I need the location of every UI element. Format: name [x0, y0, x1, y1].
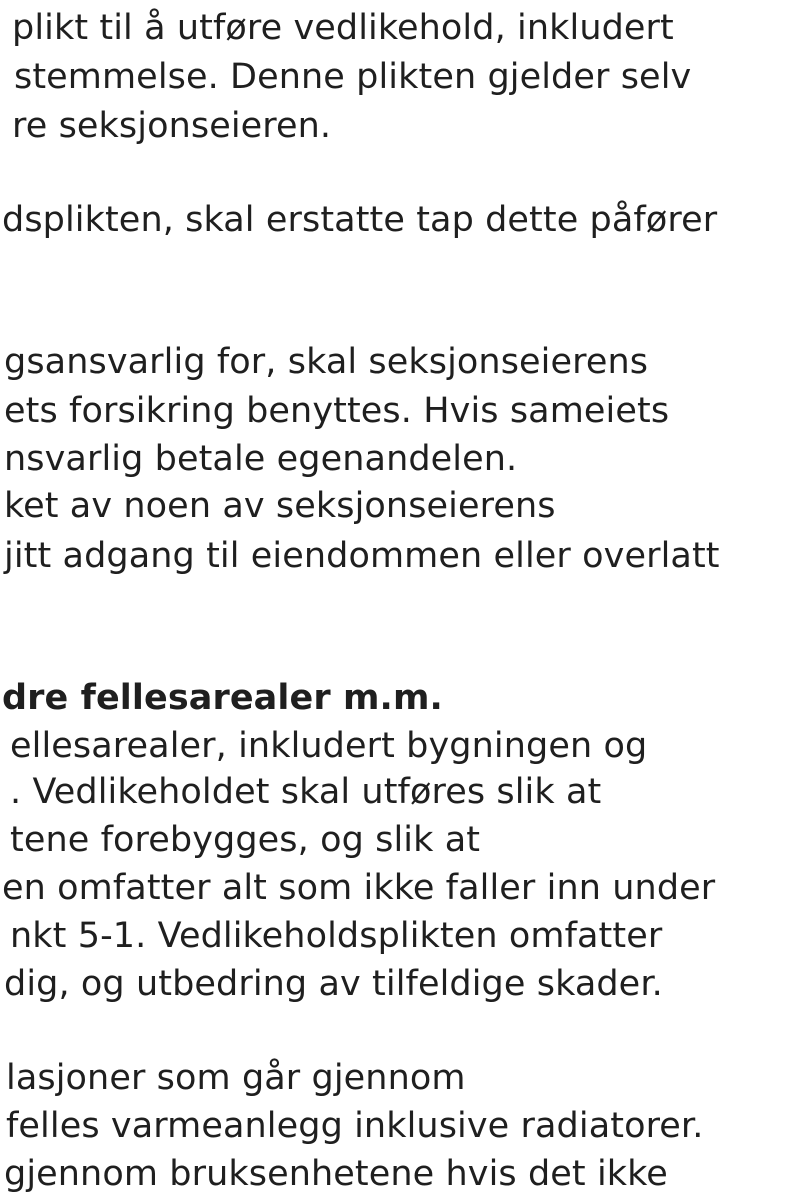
- text-line: ellesarealer, inkludert bygningen og: [10, 726, 648, 766]
- text-line: . Vedlikeholdet skal utføres slik at: [10, 772, 602, 812]
- text-line: gsansvarlig for, skal seksjonseierens: [4, 342, 649, 382]
- text-line: tene forebygges, og slik at: [10, 820, 481, 860]
- text-line: stemmelse. Denne plikten gjelder selv: [14, 57, 692, 97]
- text-line: felles varmeanlegg inklusive radiatorer.: [6, 1106, 704, 1146]
- text-line: lasjoner som går gjennom: [6, 1058, 466, 1098]
- section-heading: dre fellesarealer m.m.: [2, 678, 443, 718]
- text-line: re seksjonseieren.: [12, 106, 332, 146]
- text-line: plikt til å utføre vedlikehold, inkludert: [12, 8, 674, 48]
- text-line: dsplikten, skal erstatte tap dette påfører: [2, 200, 718, 240]
- text-line: ket av noen av seksjonseierens: [4, 486, 556, 526]
- text-line: gjennom bruksenhetene hvis det ikke: [4, 1154, 668, 1194]
- text-line: en omfatter alt som ikke faller inn under: [2, 868, 716, 908]
- text-line: jitt adgang til eiendommen eller overlatt: [4, 536, 720, 576]
- text-line: ets forsikring benyttes. Hvis sameiets: [4, 391, 670, 431]
- text-line: nkt 5-1. Vedlikeholdsplikten omfatter: [10, 916, 663, 956]
- text-line: dig, og utbedring av tilfeldige skader.: [4, 964, 663, 1004]
- text-line: nsvarlig betale egenandelen.: [4, 439, 518, 479]
